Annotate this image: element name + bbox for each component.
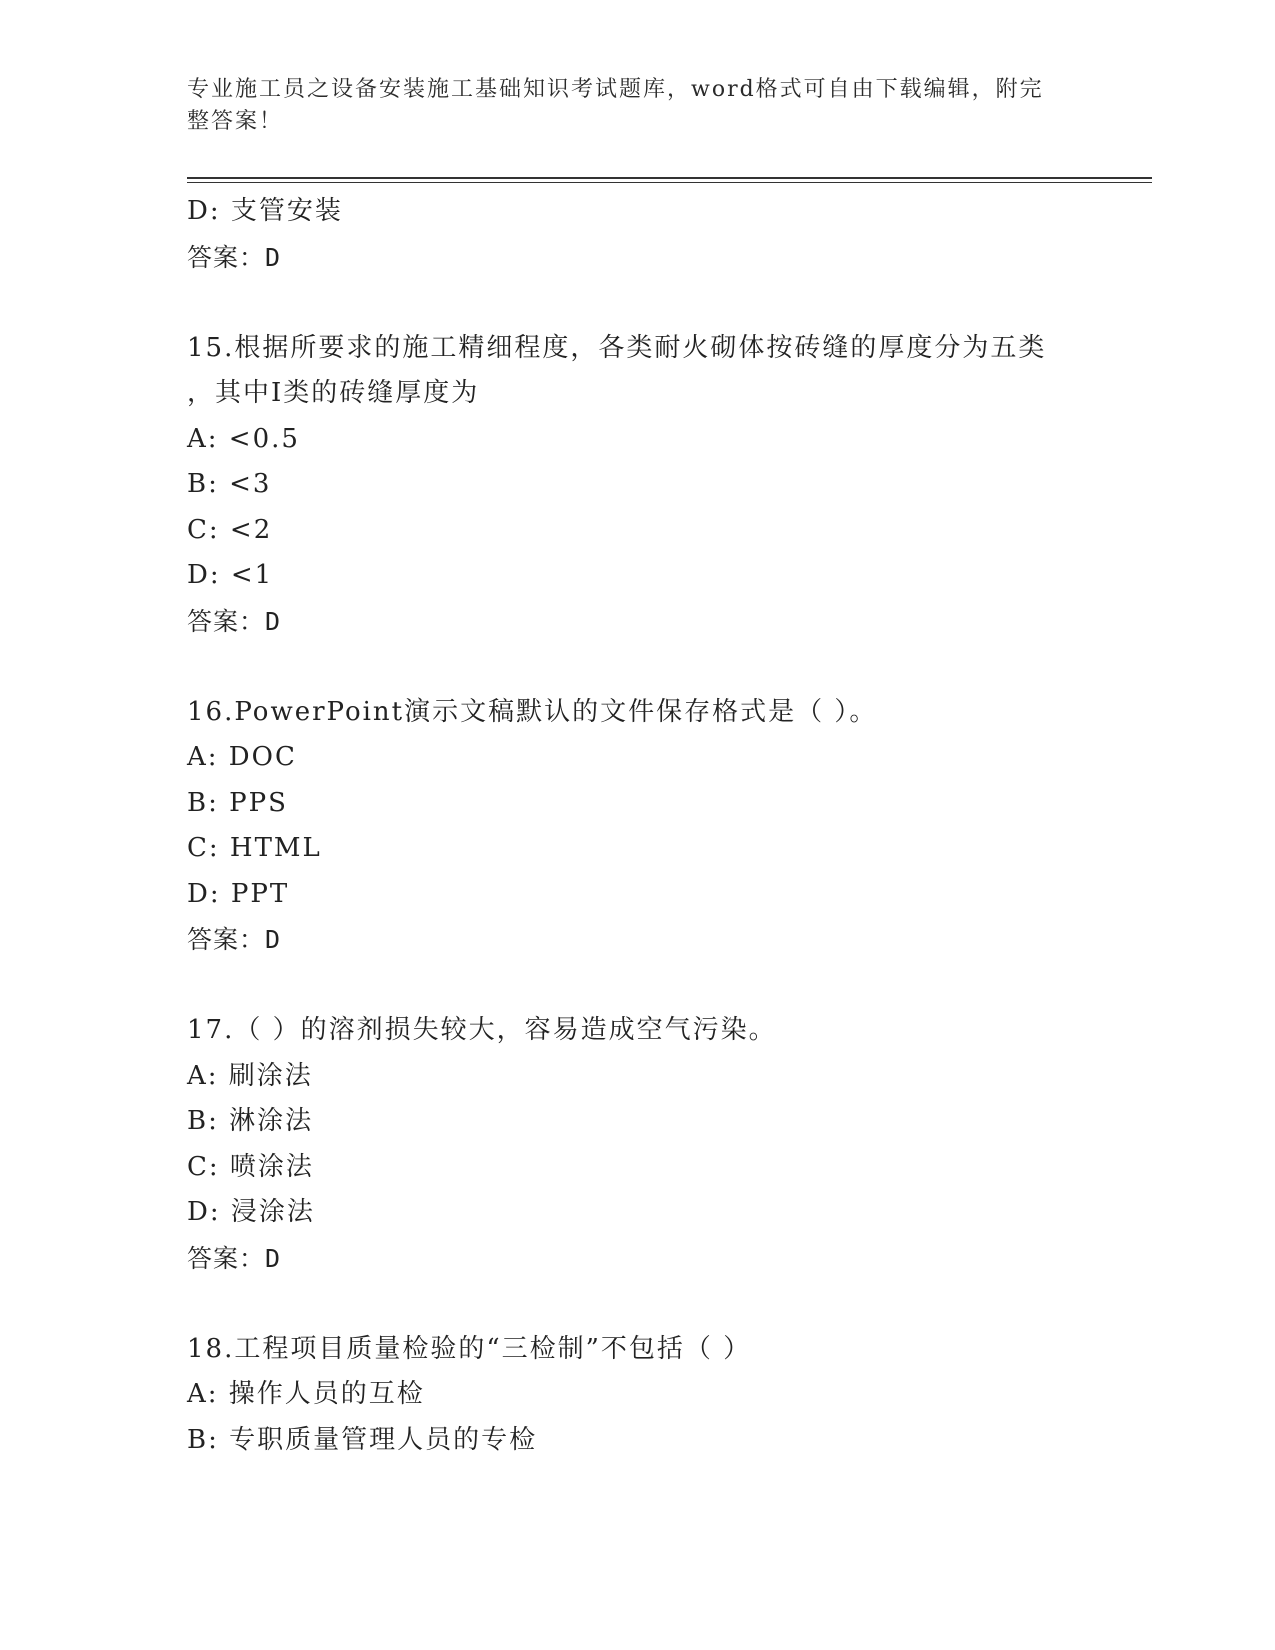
answer-label: 答案：D <box>187 242 282 272</box>
option-a: A: DOC <box>187 742 297 772</box>
question-stem-continued: ，其中Ⅰ类的砖缝厚度为 <box>187 378 480 408</box>
option-c: C: HTML <box>187 833 322 863</box>
answer-label: 答案：D <box>187 606 282 636</box>
option-d: D: <1 <box>187 560 274 590</box>
question-stem: 15.根据所要求的施工精细程度，各类耐火砌体按砖缝的厚度分为五类 <box>187 332 1047 363</box>
header-line-1: 专业施工员之设备安装施工基础知识考试题库，word格式可自由下载编辑，附完 <box>187 77 1044 102</box>
question-list <box>187 189 1107 1463</box>
option-d: D: PPT <box>187 878 290 909</box>
option-b: B: PPS <box>187 787 288 818</box>
question-block-17 <box>187 1008 1107 1281</box>
question-block-16 <box>187 690 1107 963</box>
answer-label: 答案：D <box>187 1243 282 1273</box>
option-b: B: 淋涂法 <box>187 1106 314 1136</box>
option-d: D: 支管安装 <box>187 196 343 226</box>
spacer <box>187 1281 1107 1327</box>
option-b: B: <3 <box>187 469 272 499</box>
option-a: A: <0.5 <box>187 423 300 454</box>
option-c: C: 喷涂法 <box>187 1151 314 1182</box>
question-block-18 <box>187 1327 1107 1464</box>
question-block-14 <box>187 189 1107 280</box>
option-b: B: 专职质量管理人员的专检 <box>187 1424 538 1455</box>
spacer <box>187 963 1107 1009</box>
option-a: A: 操作人员的互检 <box>187 1379 425 1409</box>
spacer <box>187 280 1107 326</box>
page-header <box>187 74 1067 138</box>
question-stem: 16.PowerPoint演示文稿默认的文件保存格式是（ ）。 <box>187 696 878 727</box>
header-divider-thin <box>187 182 1152 183</box>
question-block-15 <box>187 326 1107 645</box>
option-a: A: 刷涂法 <box>187 1060 313 1091</box>
option-d: D: 浸涂法 <box>187 1197 315 1227</box>
option-c: C: <2 <box>187 514 273 545</box>
answer-label: 答案：D <box>187 925 282 954</box>
header-line-2: 整答案！ <box>187 109 284 134</box>
header-divider <box>187 177 1152 179</box>
question-stem: 18.工程项目质量检验的“三检制”不包括（ ） <box>187 1333 752 1364</box>
spacer <box>187 644 1107 690</box>
question-stem: 17.（ ）的溶剂损失较大，容易造成空气污染。 <box>187 1015 777 1045</box>
